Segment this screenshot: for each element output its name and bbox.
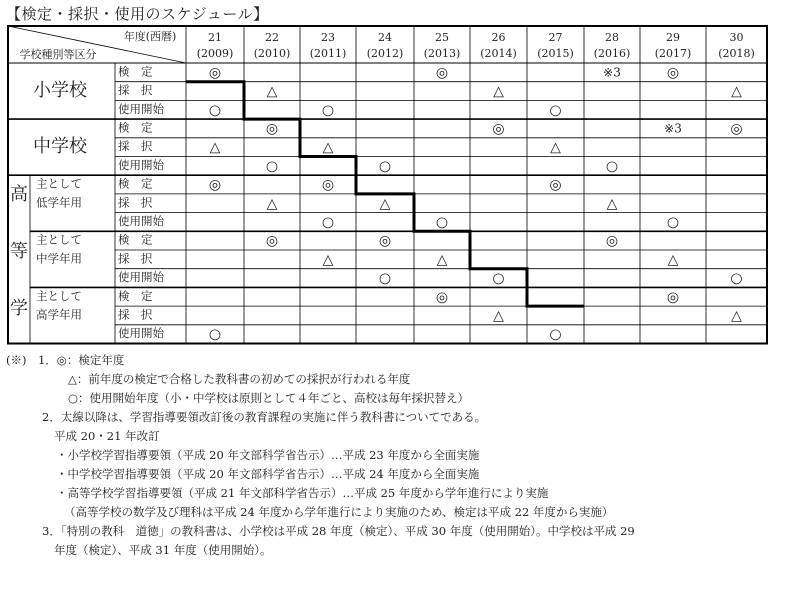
schedule-mark: ◎ bbox=[492, 120, 505, 137]
subgroup-label: 低学年用 bbox=[36, 195, 82, 210]
year-seireki-label: (2013) bbox=[423, 47, 461, 60]
schedule-mark: △ bbox=[379, 195, 391, 212]
note-3: 3．「特別の教科 道徳」の教科書は、小学校は平成 28 年度（検定）、平成 30 年度（使用開始）。中学校は平成 29 bbox=[42, 524, 635, 538]
note-2: 2．太線以降は、学習指導要領改訂後の教育課程の実施に伴う教科書についてである。 bbox=[42, 410, 487, 424]
year-nendo-label: 26 bbox=[491, 31, 506, 44]
schedule-mark: ◎ bbox=[208, 177, 222, 194]
schedule-mark: ○ bbox=[730, 270, 743, 287]
row-label: 採 択 bbox=[118, 139, 153, 154]
schedule-mark: ◎ bbox=[435, 64, 449, 81]
year-seireki-label: (2018) bbox=[718, 47, 755, 60]
schedule-mark: ○ bbox=[378, 158, 392, 175]
row-label: 検 定 bbox=[118, 232, 153, 247]
note-1c: ○：使用開始年度（小・中学校は原則として４年ごと、高校は毎年採択替え） bbox=[68, 391, 470, 405]
schedule-mark: ◎ bbox=[435, 289, 449, 306]
schedule-mark: △ bbox=[493, 307, 504, 324]
year-nendo-label: 22 bbox=[265, 31, 279, 44]
schedule-mark: △ bbox=[209, 139, 221, 156]
schedule-mark: △ bbox=[322, 139, 334, 156]
schedule-mark: △ bbox=[266, 195, 278, 212]
year-nendo-label: 30 bbox=[729, 31, 744, 44]
school-name-junior: 中学校 bbox=[33, 136, 87, 158]
schedule-mark: ※3 bbox=[603, 65, 621, 80]
row-label: 検 定 bbox=[118, 176, 153, 191]
schedule-mark: ○ bbox=[605, 158, 619, 175]
row-label: 検 定 bbox=[118, 288, 153, 303]
year-seireki-label: (2009) bbox=[196, 47, 234, 60]
schedule-mark: ◎ bbox=[378, 233, 392, 250]
row-label: 採 択 bbox=[118, 195, 153, 210]
year-seireki-label: (2011) bbox=[309, 47, 347, 60]
year-nendo-label: 29 bbox=[666, 31, 680, 44]
schedule-mark: ◎ bbox=[265, 120, 279, 137]
row-label: 検 定 bbox=[118, 64, 153, 79]
schedule-mark: ※3 bbox=[664, 121, 682, 136]
schedule-mark: △ bbox=[436, 251, 448, 268]
schedule-mark: ◎ bbox=[321, 177, 335, 194]
year-seireki-label: (2014) bbox=[480, 47, 517, 60]
row-label: 採 択 bbox=[118, 307, 153, 322]
year-header-label: 年度(西暦) bbox=[123, 30, 177, 43]
schedule-mark: △ bbox=[667, 251, 679, 268]
schedule-mark: ○ bbox=[549, 326, 562, 343]
schedule-mark: ◎ bbox=[549, 177, 562, 194]
schedule-mark: △ bbox=[322, 251, 334, 268]
row-label: 使用開始 bbox=[118, 101, 164, 116]
note-1b: △：前年度の検定で合格した教科書の初めての採択が行われる年度 bbox=[68, 372, 411, 386]
row-label: 使用開始 bbox=[118, 326, 164, 341]
row-label: 使用開始 bbox=[118, 270, 164, 285]
schedule-mark: ○ bbox=[435, 214, 449, 231]
note-2c: ・中学校学習指導要領（平成 20 年文部科学省告示）…平成 24 年度から全面実施 bbox=[56, 467, 480, 481]
schedule-mark: ◎ bbox=[265, 233, 279, 250]
schedule-mark: ◎ bbox=[666, 289, 680, 306]
schedule-mark: ◎ bbox=[730, 120, 743, 137]
schedule-mark: △ bbox=[266, 83, 278, 100]
note-2a: 平成 20・21 年改訂 bbox=[54, 429, 160, 443]
schedule-mark: ○ bbox=[549, 102, 562, 119]
year-nendo-label: 28 bbox=[605, 31, 619, 44]
subgroup-label: 主として bbox=[36, 288, 82, 303]
schedule-mark: ○ bbox=[265, 158, 279, 175]
schedule-mark: △ bbox=[731, 83, 742, 100]
schedule-mark: △ bbox=[493, 83, 504, 100]
year-nendo-label: 24 bbox=[378, 31, 392, 44]
row-label: 採 択 bbox=[118, 251, 153, 266]
schedule-mark: △ bbox=[550, 139, 561, 156]
category-header-label: 学校種別等区分 bbox=[19, 48, 97, 61]
schedule-mark: ○ bbox=[208, 102, 222, 119]
school-name-high-char: 学 bbox=[10, 298, 28, 320]
note-1: (※) 1．◎：検定年度 bbox=[6, 353, 125, 367]
schedule-mark: △ bbox=[731, 307, 742, 324]
school-name-high-char: 高 bbox=[10, 184, 28, 206]
year-seireki-label: (2015) bbox=[537, 47, 574, 60]
year-nendo-label: 25 bbox=[435, 31, 449, 44]
subgroup-label: 主として bbox=[36, 232, 82, 247]
note-3b: 年度（検定）、平成 31 年度（使用開始）。 bbox=[54, 543, 272, 557]
subgroup-label: 高学年用 bbox=[36, 307, 82, 322]
page-title: 【検定・採択・使用のスケジュール】 bbox=[6, 5, 269, 23]
schedule-mark: ○ bbox=[208, 326, 222, 343]
schedule-mark: ○ bbox=[321, 102, 335, 119]
school-name-elementary: 小学校 bbox=[33, 80, 87, 102]
row-label: 検 定 bbox=[118, 120, 153, 135]
year-nendo-label: 23 bbox=[321, 31, 335, 44]
subgroup-label: 主として bbox=[36, 176, 82, 191]
note-2b: ・小学校学習指導要領（平成 20 年文部科学省告示）…平成 23 年度から全面実施 bbox=[56, 448, 480, 462]
year-seireki-label: (2012) bbox=[366, 47, 404, 60]
note-2e: （高等学校の数学及び理科は平成 24 年度から学年進行により実施のため、検定は平成 22 年度から実施） bbox=[64, 505, 614, 519]
schedule-mark: ○ bbox=[378, 270, 392, 287]
year-seireki-label: (2016) bbox=[593, 47, 631, 60]
schedule-mark: ◎ bbox=[605, 233, 619, 250]
school-name-high-char: 等 bbox=[10, 241, 28, 263]
year-nendo-label: 27 bbox=[548, 31, 563, 44]
year-seireki-label: (2017) bbox=[654, 47, 692, 60]
note-2d: ・高等学校学習指導要領（平成 21 年文部科学省告示）…平成 25 年度から学年進行により実施 bbox=[56, 486, 549, 500]
year-seireki-label: (2010) bbox=[253, 47, 291, 60]
notes bbox=[6, 351, 788, 560]
schedule-mark: △ bbox=[606, 195, 618, 212]
schedule-mark: ◎ bbox=[666, 64, 680, 81]
year-nendo-label: 21 bbox=[208, 31, 222, 44]
row-label: 採 択 bbox=[118, 83, 153, 98]
row-label: 使用開始 bbox=[118, 157, 164, 172]
subgroup-label: 中学年用 bbox=[36, 251, 82, 266]
row-label: 使用開始 bbox=[118, 213, 164, 228]
schedule-mark: ○ bbox=[321, 214, 335, 231]
schedule-mark: ◎ bbox=[208, 64, 222, 81]
schedule-mark: ○ bbox=[492, 270, 505, 287]
schedule-mark: ○ bbox=[666, 214, 680, 231]
